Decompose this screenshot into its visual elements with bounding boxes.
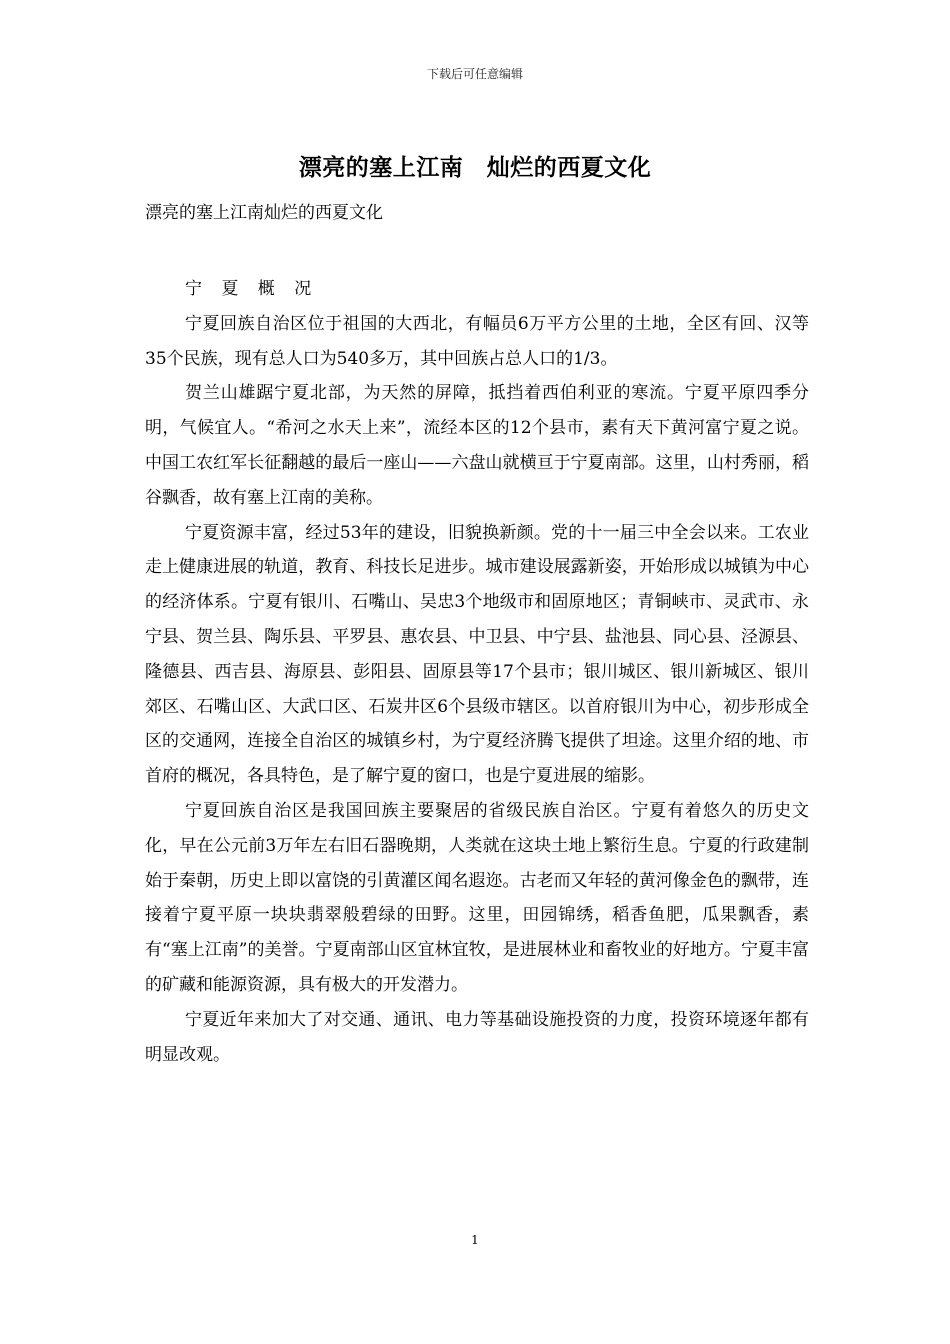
paragraph: 宁夏资源丰富，经过53年的建设，旧貌换新颜。党的十一届三中全会以来。工农业走上健康进展的轨道，教育、科技长足进步。城市建设展露新姿，开始形成以城镇为中心的经济体系。宁夏有银川、石嘴山、吴忠3个地级市和固原地区；青铜峡市、灵武市、永宁县、贺兰县、陶乐县、平罗县、惠农县、中卫县、中宁县、盐池县、同心县、泾源县、隆德县、西吉县、海原县、彭阳县、固原县等17个县市；银川城区、银川新城区、银川郊区、石嘴山区、大武口区、石炭井区6个县级市辖区。以首府银川为中心，初步形成全区的交通网，连接全自治区的城镇乡村，为宁夏经济腾飞提供了坦途。这里介绍的地、市首府的概况，各具特色，是了解宁夏的窗口，也是宁夏进展的缩影。 xyxy=(145,522,809,787)
page-number: 1 xyxy=(471,1233,479,1247)
paragraph: 宁夏回族自治区位于祖国的大西北，有幅员6万平方公里的土地，全区有回、汉等35个民族，现有总人口为540多万，其中回族占总人口的1/3。 xyxy=(145,313,809,369)
section-heading: 宁 夏 概 况 xyxy=(185,279,319,299)
paragraph: 宁夏回族自治区是我国回族主要聚居的省级民族自治区。宁夏有着悠久的历史文化，早在公元前3万年左右旧石器晚期，人类就在这块土地上繁衍生息。宁夏的行政建制始于秦朝，历史上即以富饶的引黄灌区闻名遐迩。古老而又年轻的黄河像金色的飘带，连接着宁夏平原一块块翡翠般碧绿的田野。这里，田园锦绣，稻香鱼肥，瓜果飘香，素有“塞上江南”的美誉。宁夏南部山区宜林宜牧，是进展林业和畜牧业的好地方。宁夏丰富的矿藏和能源资源，具有极大的开发潜力。 xyxy=(145,800,809,995)
paragraph: 贺兰山雄踞宁夏北部，为天然的屏障，抵挡着西伯利亚的寒流。宁夏平原四季分明，气候宜人。“希河之水天上来”，流经本区的12个县市，素有天下黄河富宁夏之说。中国工农红军长征翻越的最后一座山——六盘山就横亘于宁夏南部。这里，山村秀丽，稻谷飘香，故有塞上江南的美称。 xyxy=(145,383,809,508)
page-header-note: 下载后可任意编辑 xyxy=(426,67,523,81)
document-title: 漂亮的塞上江南 灿烂的西夏文化 xyxy=(298,154,652,181)
document-body xyxy=(145,272,809,1072)
paragraph: 宁夏近年来加大了对交通、通讯、电力等基础设施投资的力度，投资环境逐年都有明显改观。 xyxy=(145,1009,809,1065)
document-subtitle: 漂亮的塞上江南灿烂的西夏文化 xyxy=(145,203,383,223)
